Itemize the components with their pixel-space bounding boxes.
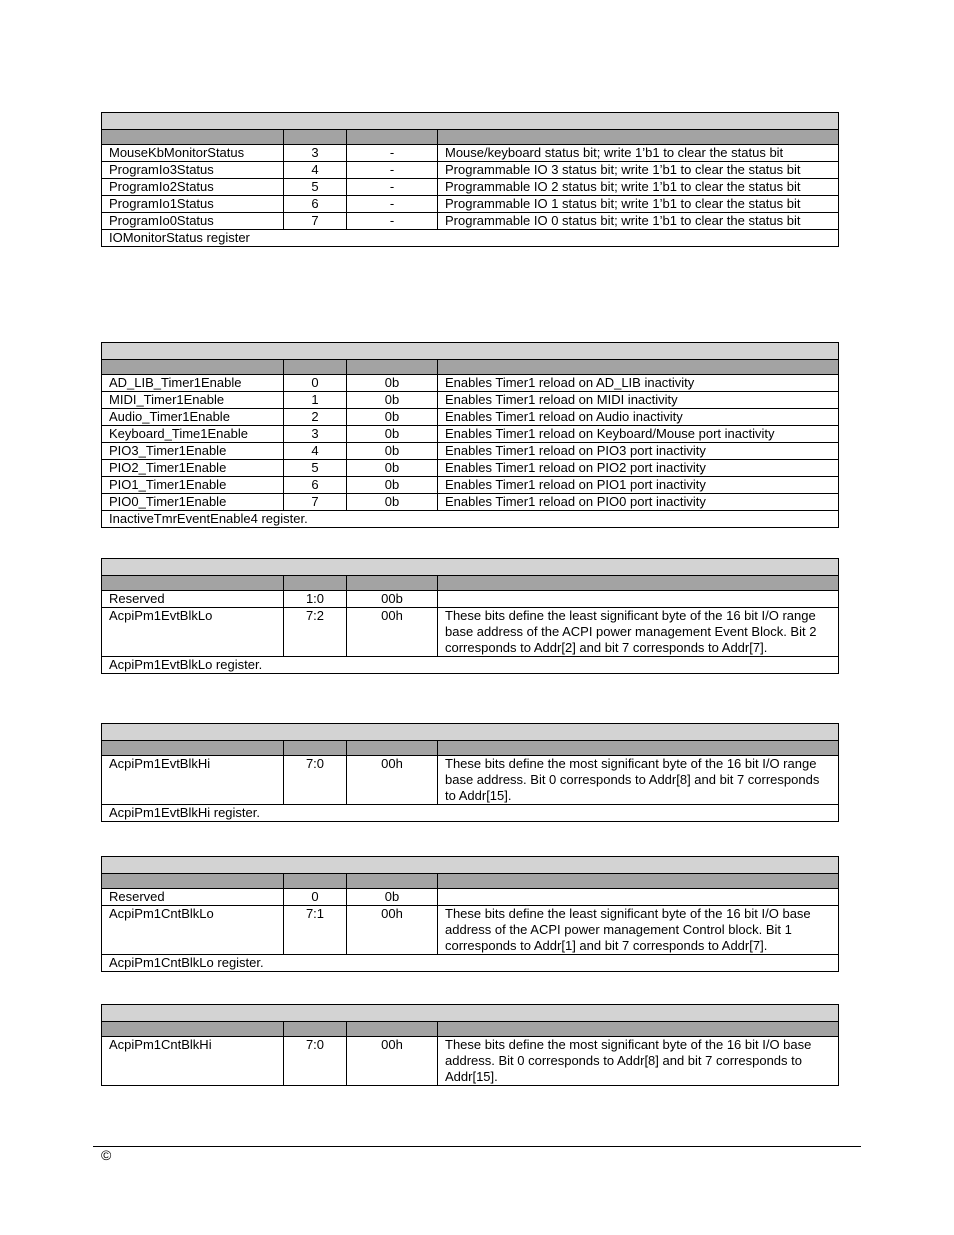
field-description: Enables Timer1 reload on PIO0 port inactivity	[438, 494, 839, 511]
field-name: PIO1_Timer1Enable	[102, 477, 284, 494]
field-bits: 3	[284, 145, 347, 162]
field-bits: 7:0	[284, 756, 347, 805]
field-default: 00b	[347, 591, 438, 608]
table-row	[102, 375, 839, 392]
field-default: 00h	[347, 906, 438, 955]
table-row	[102, 1037, 839, 1086]
field-name: PIO0_Timer1Enable	[102, 494, 284, 511]
table-caption-row	[102, 511, 839, 528]
table-row	[102, 409, 839, 426]
field-default: 00h	[347, 608, 438, 657]
field-bits: 5	[284, 179, 347, 196]
field-bits: 2	[284, 409, 347, 426]
register-table	[101, 723, 839, 822]
copyright-symbol: ©	[101, 1147, 112, 1163]
field-description: These bits define the most significant byte of the 16 bit I/O base address. Bit 0 corresponds to Addr[8] and bit 7 corresponds to Addr[15].	[438, 1037, 839, 1086]
field-bits: 6	[284, 196, 347, 213]
table-row	[102, 608, 839, 657]
field-description	[438, 889, 839, 906]
field-bits: 7:1	[284, 906, 347, 955]
field-bits: 0	[284, 889, 347, 906]
field-bits: 3	[284, 426, 347, 443]
field-default: 0b	[347, 889, 438, 906]
field-description: Programmable IO 0 status bit; write 1’b1 to clear the status bit	[438, 213, 839, 230]
field-default: -	[347, 213, 438, 230]
table-header-row	[102, 874, 839, 889]
table-row	[102, 179, 839, 196]
field-description: These bits define the least significant byte of the 16 bit I/O base address of the ACPI power management Control block. Bit 1 corresponds to Addr[1] and bit 7 corresponds to Addr[7].	[438, 906, 839, 955]
field-default: 00h	[347, 756, 438, 805]
table-title-row	[102, 559, 839, 576]
table-caption: InactiveTmrEventEnable4 register.	[102, 511, 839, 528]
table-row	[102, 477, 839, 494]
field-default: 0b	[347, 409, 438, 426]
field-name: MIDI_Timer1Enable	[102, 392, 284, 409]
table-row	[102, 460, 839, 477]
field-name: ProgramIo3Status	[102, 162, 284, 179]
table-caption-row	[102, 805, 839, 822]
field-description: These bits define the least significant byte of the 16 bit I/O range base address of the ACPI power management Event Block. Bit 2 corresponds to Addr[2] and bit 7 corresponds to Addr[7].	[438, 608, 839, 657]
field-name: MouseKbMonitorStatus	[102, 145, 284, 162]
field-description: Programmable IO 1 status bit; write 1’b1 to clear the status bit	[438, 196, 839, 213]
field-default: -	[347, 196, 438, 213]
field-name: AcpiPm1CntBlkLo	[102, 906, 284, 955]
table-caption-row	[102, 657, 839, 674]
table-row	[102, 196, 839, 213]
table-title-row	[102, 113, 839, 130]
table-row	[102, 494, 839, 511]
field-name: AcpiPm1CntBlkHi	[102, 1037, 284, 1086]
field-bits: 7	[284, 213, 347, 230]
field-description: Programmable IO 3 status bit; write 1’b1 to clear the status bit	[438, 162, 839, 179]
table-title-row	[102, 1005, 839, 1022]
field-bits: 4	[284, 443, 347, 460]
table-row	[102, 756, 839, 805]
table-header-row	[102, 1022, 839, 1037]
table-header-row	[102, 360, 839, 375]
register-table	[101, 558, 839, 674]
field-default: 0b	[347, 375, 438, 392]
field-default: 00h	[347, 1037, 438, 1086]
field-description: Enables Timer1 reload on PIO1 port inactivity	[438, 477, 839, 494]
table-caption: AcpiPm1EvtBlkLo register.	[102, 657, 839, 674]
table-caption-row	[102, 230, 839, 247]
field-description: Enables Timer1 reload on PIO2 port inactivity	[438, 460, 839, 477]
field-description: Enables Timer1 reload on Keyboard/Mouse port inactivity	[438, 426, 839, 443]
field-description	[438, 591, 839, 608]
field-description: Enables Timer1 reload on MIDI inactivity	[438, 392, 839, 409]
field-name: ProgramIo0Status	[102, 213, 284, 230]
table-row	[102, 591, 839, 608]
field-default: 0b	[347, 443, 438, 460]
field-name: Reserved	[102, 889, 284, 906]
field-bits: 7	[284, 494, 347, 511]
field-default: -	[347, 179, 438, 196]
field-name: AcpiPm1EvtBlkHi	[102, 756, 284, 805]
field-name: PIO2_Timer1Enable	[102, 460, 284, 477]
field-default: 0b	[347, 426, 438, 443]
field-name: PIO3_Timer1Enable	[102, 443, 284, 460]
table-title-row	[102, 857, 839, 874]
table-caption: IOMonitorStatus register	[102, 230, 839, 247]
field-default: -	[347, 162, 438, 179]
table-row	[102, 443, 839, 460]
table-title-row	[102, 724, 839, 741]
field-name: ProgramIo2Status	[102, 179, 284, 196]
table-header-row	[102, 741, 839, 756]
field-description: Enables Timer1 reload on Audio inactivity	[438, 409, 839, 426]
field-bits: 1:0	[284, 591, 347, 608]
field-name: Reserved	[102, 591, 284, 608]
table-row	[102, 889, 839, 906]
field-name: ProgramIo1Status	[102, 196, 284, 213]
table-row	[102, 162, 839, 179]
field-bits: 5	[284, 460, 347, 477]
field-description: Enables Timer1 reload on AD_LIB inactivity	[438, 375, 839, 392]
register-table	[101, 112, 839, 247]
register-table	[101, 1004, 839, 1086]
field-default: 0b	[347, 477, 438, 494]
field-bits: 6	[284, 477, 347, 494]
register-table	[101, 342, 839, 528]
field-description: Programmable IO 2 status bit; write 1’b1 to clear the status bit	[438, 179, 839, 196]
field-name: Audio_Timer1Enable	[102, 409, 284, 426]
footer-rule	[93, 1146, 861, 1147]
field-description: Mouse/keyboard status bit; write 1’b1 to clear the status bit	[438, 145, 839, 162]
field-bits: 7:0	[284, 1037, 347, 1086]
table-header-row	[102, 130, 839, 145]
field-default: 0b	[347, 494, 438, 511]
field-description: These bits define the most significant byte of the 16 bit I/O range base address. Bit 0 corresponds to Addr[8] and bit 7 corresponds to Addr[15].	[438, 756, 839, 805]
field-bits: 0	[284, 375, 347, 392]
table-caption: AcpiPm1CntBlkLo register.	[102, 955, 839, 972]
table-row	[102, 426, 839, 443]
field-default: 0b	[347, 460, 438, 477]
table-row	[102, 906, 839, 955]
table-caption: AcpiPm1EvtBlkHi register.	[102, 805, 839, 822]
field-name: Keyboard_Time1Enable	[102, 426, 284, 443]
field-bits: 7:2	[284, 608, 347, 657]
table-header-row	[102, 576, 839, 591]
field-name: AD_LIB_Timer1Enable	[102, 375, 284, 392]
field-description: Enables Timer1 reload on PIO3 port inactivity	[438, 443, 839, 460]
register-table	[101, 856, 839, 972]
field-default: 0b	[347, 392, 438, 409]
field-bits: 1	[284, 392, 347, 409]
table-row	[102, 392, 839, 409]
table-row	[102, 145, 839, 162]
field-bits: 4	[284, 162, 347, 179]
table-title-row	[102, 343, 839, 360]
table-row	[102, 213, 839, 230]
table-caption-row	[102, 955, 839, 972]
field-default: -	[347, 145, 438, 162]
field-name: AcpiPm1EvtBlkLo	[102, 608, 284, 657]
